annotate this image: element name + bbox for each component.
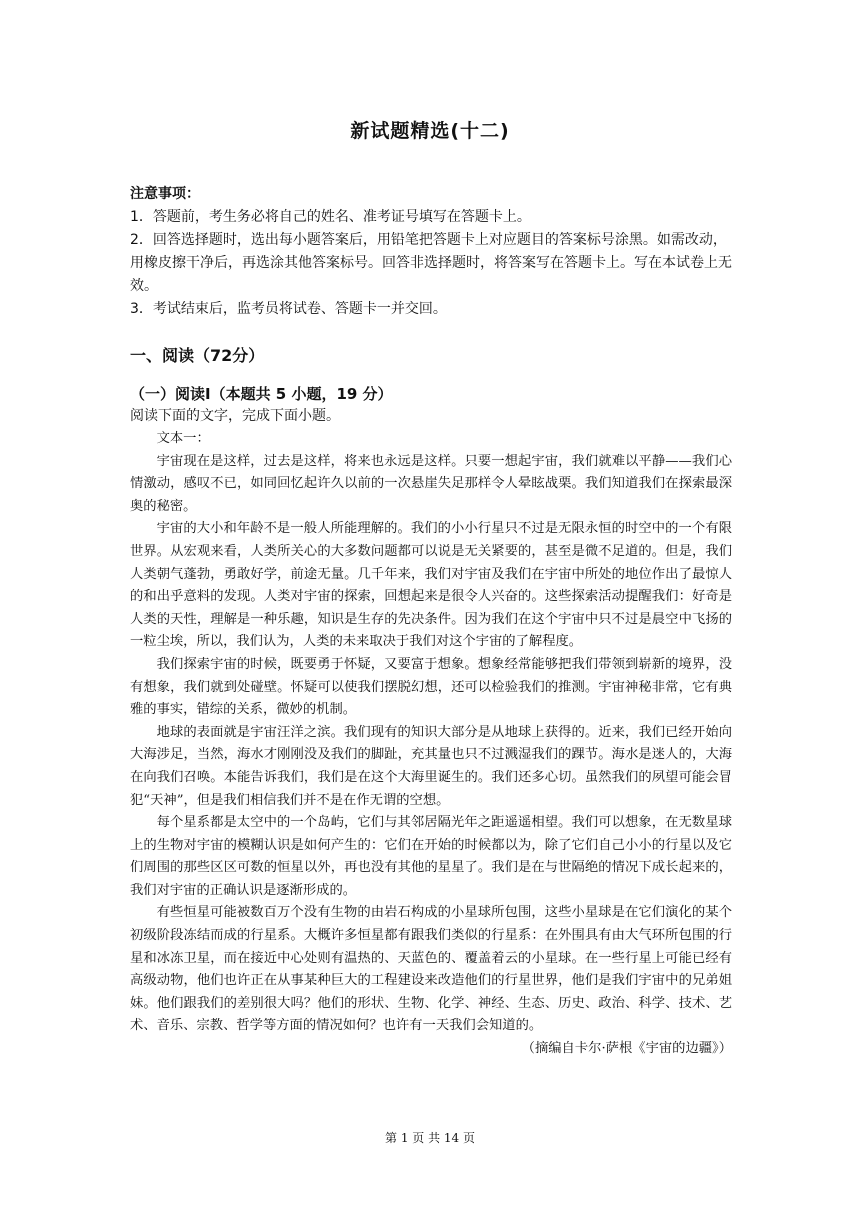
- reading-instruction: 阅读下面的文字，完成下面小题。: [130, 408, 340, 424]
- passage-paragraph: 宇宙的大小和年龄不是一般人所能理解的。我们的小小行星只不过是无限永恒的时空中的一个有限世界。从宏观来看，人类所关心的大多数问题都可以说是无关紧要的，甚至是微不足道的。但是，我们人类朝气蓬勃，勇敢好学，前途无量。几千年来，我们对宇宙及我们在宇宙中所处的地位作出了最惊人的和出乎意料的发现。人类对宇宙的探索，回想起来是很令人兴奋的。这些探索活动提醒我们：好奇是人类的天性，理解是一种乐趣，知识是生存的先决条件。因为我们在这个宇宙中只不过是晨空中飞扬的一粒尘埃，所以，我们认为，人类的未来取决于我们对这个宇宙的了解程度。: [130, 521, 732, 650]
- page-footer: 第 1 页 共 14 页: [385, 1131, 475, 1145]
- passage-paragraph: 宇宙现在是这样，过去是这样，将来也永远是这样。只要一想起宇宙，我们就难以平静——我们心情激动，感叹不已，如同回忆起许久以前的一次悬崖失足那样令人晕眩战栗。我们知道我们在探索最深奥的秘密。: [130, 453, 732, 514]
- notice-item: 1．答题前，考生务必将自己的姓名、准考证号填写在答题卡上。: [130, 209, 531, 225]
- passage-paragraph: 地球的表面就是宇宙汪洋之滨。我们现有的知识大部分是从地球上获得的。近来，我们已经开始向大海涉足，当然，海水才刚刚没及我们的脚趾，充其量也只不过溅湿我们的踝节。海水是迷人的，大海在向我们召唤。本能告诉我们，我们是在这个大海里诞生的。我们还多心切。虽然我们的夙望可能会冒犯“天神”，但是我们相信我们并不是在作无谓的空想。: [130, 724, 732, 808]
- notice-block: [130, 183, 732, 321]
- passage-paragraph: 我们探索宇宙的时候，既要勇于怀疑，又要富于想象。想象经常能够把我们带领到崭新的境界，没有想象，我们就到处碰壁。怀疑可以使我们摆脱幻想，还可以检验我们的推测。宇宙神秘非常，它有典雅的事实，错综的关系，微妙的机制。: [130, 656, 732, 718]
- subsection-heading: （一）阅读Ⅰ（本题共 5 小题，19 分）: [130, 385, 393, 403]
- notice-heading: 注意事项：: [130, 186, 200, 202]
- passage-paragraph: 每个星系都是太空中的一个岛屿，它们与其邻居隔光年之距遥遥相望。我们可以想象，在无数星球上的生物对宇宙的模糊认识是如何产生的：它们在开始的时候都以为，除了它们自己小小的行星以及它们周围的那些区区可数的恒星以外，再也没有其他的星星了。我们是在与世隔绝的情况下成长起来的，我们对宇宙的正确认识是逐渐形成的。: [130, 815, 732, 898]
- document-title: 新试题精选(十二): [350, 120, 510, 142]
- passage-paragraph: 有些恒星可能被数百万个没有生物的由岩石构成的小星球所包围，这些小星球是在它们演化的某个初级阶段冻结而成的行星系。大概许多恒星都有跟我们类似的行星系：在外围具有由大气环所包围的行星和冰冻卫星，而在接近中心处则有温热的、天蓝色的、覆盖着云的小星球。在一些行星上可能已经有高级动物，他们也许正在从事某种巨大的工程建设来改造他们的行星世界，他们是我们宇宙中的兄弟姐妹。他们跟我们的差别很大吗？他们的形状、生物、化学、神经、生态、历史、政治、科学、技术、艺术、音乐、宗教、哲学等方面的情况如何？也许有一天我们会知道的。: [130, 905, 732, 1034]
- notice-item: 3．考试结束后，监考员将试卷、答题卡一并交回。: [130, 301, 447, 317]
- text-label: 文本一：: [156, 431, 210, 446]
- passage-source: （摘编自卡尔·萨根《宇宙的边疆》）: [521, 1041, 732, 1057]
- section-heading: 一、阅读（72分）: [130, 346, 265, 365]
- notice-item: 2．回答选择题时，选出每小题答案后，用铅笔把答题卡上对应题目的答案标号涂黑。如需改动，用橡皮擦干净后，再选涂其他答案标号。回答非选择题时，将答案写在答题卡上。写在本试卷上无效。: [130, 232, 732, 294]
- passage: [130, 428, 732, 1061]
